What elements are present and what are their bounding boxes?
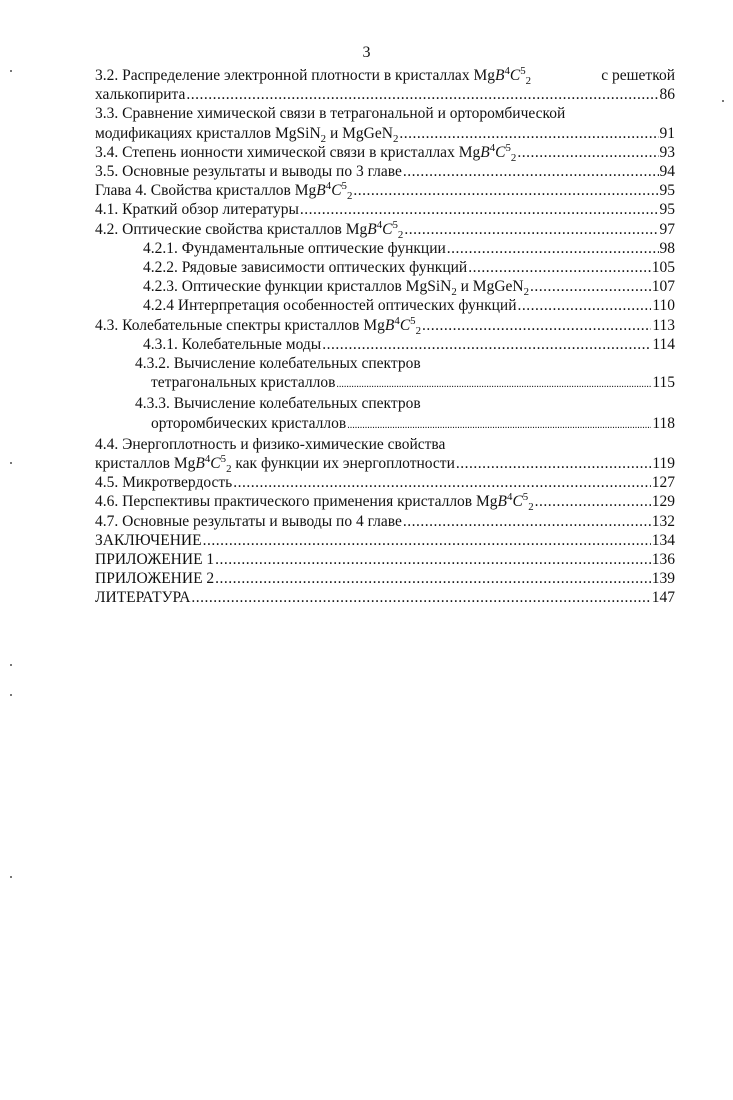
toc-page-number: 119 xyxy=(652,455,675,473)
toc-page-number: 98 xyxy=(659,239,675,257)
toc-page-number: 136 xyxy=(651,551,675,569)
toc-entry-4-3-2: 4.3.2. Вычисление колебательных спектров xyxy=(135,355,421,373)
toc-page-number: 95 xyxy=(659,201,675,219)
dot-leader xyxy=(403,162,659,181)
dot-leader xyxy=(403,512,651,531)
toc-entry-title-end: с решеткой xyxy=(601,67,675,84)
toc-entry-4-2-1: 4.2.1. Фундаментальные оптические функции ..... 98 xyxy=(95,239,675,258)
toc-page-number: 113 xyxy=(652,316,675,334)
toc-page-number: 110 xyxy=(652,297,675,315)
dot-leader xyxy=(300,200,659,219)
toc-page-number: 91 xyxy=(659,124,675,142)
toc-entry-4-2-3: 4.2.3. Оптические функции кристаллов MgSiN$_2$ и MgGeN$_2$ ..... 107 xyxy=(95,277,675,296)
toc-page-number: 86 xyxy=(659,86,675,104)
formula-mgsin2: MgSiN$_2$ xyxy=(405,278,457,299)
toc-appendix-2: ПРИЛОЖЕНИЕ 2 ..... 139 xyxy=(95,569,675,588)
toc-entry-3-2 xyxy=(95,64,675,88)
formula-mgb4c52: $MgB^4C^5_2$ xyxy=(363,314,421,337)
toc-entry-3-5: 3.5. Основные результаты и выводы по 3 главе ..... 94 xyxy=(95,162,675,181)
dot-leader xyxy=(518,296,652,315)
scan-speck xyxy=(10,876,12,878)
dot-leader xyxy=(422,316,651,335)
dot-leader xyxy=(404,220,658,239)
toc-entry-3-2-cont: халькопирита ..... 86 xyxy=(95,85,675,104)
toc-entry-4-2-2: 4.2.2. Рядовые зависимости оптических функций ..... 105 xyxy=(95,258,675,277)
scan-speck xyxy=(10,70,12,72)
dot-leader xyxy=(447,239,659,258)
scan-speck xyxy=(10,694,12,696)
formula-mgb4c52: $MgB^4C^5_2$ xyxy=(476,491,534,514)
dot-leader xyxy=(456,454,651,473)
table-of-contents xyxy=(95,66,675,608)
page-number: 3 xyxy=(362,44,371,61)
toc-entry-4-6: 4.6. Перспективы практического применения кристаллов $MgB^4C^5_2$ ..... 129 xyxy=(95,492,675,511)
dot-leader xyxy=(535,492,651,511)
dot-leader xyxy=(186,85,658,104)
toc-entry-4-4-cont: кристаллов $MgB^4C^5_2$ как функции их энергоплотности ..... 119 xyxy=(95,454,675,473)
toc-entry-4-3-3: 4.3.3. Вычисление колебательных спектров xyxy=(135,395,421,413)
toc-page-number: 94 xyxy=(659,163,675,181)
formula-mgb4c52: $MgB^4C^5_2$ xyxy=(345,218,404,241)
dot-leader xyxy=(530,277,651,296)
dot-leader xyxy=(233,473,651,492)
dot-leader xyxy=(215,569,651,588)
dot-leader xyxy=(203,531,651,550)
dot-leader xyxy=(322,335,651,354)
dot-leader xyxy=(353,181,658,200)
toc-entry-4-5: 4.5. Микротвердость ..... 127 xyxy=(95,473,675,492)
toc-entry-4-3-3-cont: орторомбических кристаллов ..... 118 xyxy=(95,414,675,435)
toc-appendix-1: ПРИЛОЖЕНИЕ 1 ..... 136 xyxy=(95,550,675,569)
toc-entry-title: 3.2. Распределение электронной плотности в кристаллах $MgB^4C^5_2$ xyxy=(95,64,532,88)
toc-page-number: 97 xyxy=(659,220,675,238)
toc-page-number: 139 xyxy=(651,570,675,588)
toc-literature: ЛИТЕРАТУРА ..... 147 xyxy=(95,588,675,607)
toc-page-number: 107 xyxy=(651,278,675,296)
toc-page-number: 147 xyxy=(651,589,675,607)
toc-entry-4-2-4: 4.2.4 Интерпретация особенностей оптических функций ..... 110 xyxy=(95,296,675,315)
toc-page-number: 118 xyxy=(652,414,675,432)
scan-speck xyxy=(722,100,724,102)
toc-entry-4-7: 4.7. Основные результаты и выводы по 4 главе ..... 132 xyxy=(95,512,675,531)
formula-mgb4c52: $MgB^4C^5_2$ xyxy=(294,180,353,203)
formula-mggen2: MgGeN$_2$ xyxy=(472,278,530,299)
formula-mgsin2: MgSiN$_2$ xyxy=(275,124,327,145)
toc-entry-4-3: 4.3. Колебательные спектры кристаллов $MgB^4C^5_2$ ..... 113 xyxy=(95,316,675,335)
toc-entry-4-2: 4.2. Оптические свойства кристаллов $MgB^4C^5_2$ ..... 97 xyxy=(95,220,675,239)
toc-entry-4-4: 4.4. Энергоплотность и физико-химические свойства xyxy=(95,435,446,453)
toc-page-number: 114 xyxy=(652,335,675,353)
dot-leader xyxy=(468,258,651,277)
toc-entry-3-3: 3.3. Сравнение химической связи в тетрагональной и орторомбической xyxy=(95,105,566,123)
dot-leader xyxy=(347,416,651,435)
toc-page-number: 93 xyxy=(659,143,675,161)
toc-page-number: 132 xyxy=(651,512,675,530)
toc-entry-3-3-cont: модификациях кристаллов MgSiN$_2$ и MgGeN$_2$ ..... 91 xyxy=(95,124,675,143)
dot-leader xyxy=(336,375,651,394)
toc-page-number: 95 xyxy=(659,182,675,200)
dot-leader xyxy=(399,124,658,143)
formula-mggen2: MgGeN$_2$ xyxy=(342,124,399,145)
toc-page-number: 129 xyxy=(651,493,675,511)
dot-leader xyxy=(191,588,650,607)
toc-entry-4-3-2-cont: тетрагональных кристаллов ..... 115 xyxy=(95,373,675,394)
toc-entry-4-3-1: 4.3.1. Колебательные моды ..... 114 xyxy=(95,335,675,354)
scan-speck xyxy=(10,462,12,464)
toc-entry-4-1: 4.1. Краткий обзор литературы ..... 95 xyxy=(95,200,675,219)
toc-page-number: 127 xyxy=(651,474,675,492)
dot-leader xyxy=(215,550,651,569)
toc-chapter-4: Глава 4. Свойства кристаллов $MgB^4C^5_2$ ..... 95 xyxy=(95,181,675,200)
toc-page-number: 134 xyxy=(651,531,675,549)
scan-speck xyxy=(10,664,12,666)
toc-page-number: 105 xyxy=(651,259,675,277)
toc-page-number: 115 xyxy=(652,374,675,392)
dot-leader xyxy=(517,143,658,162)
formula-mgb4c52: $MgB^4C^5_2$ xyxy=(458,141,517,164)
formula-mgb4c52: $MgB^4C^5_2$ xyxy=(173,452,232,476)
toc-conclusion: ЗАКЛЮЧЕНИЕ ..... 134 xyxy=(95,531,675,550)
toc-entry-3-4: 3.4. Степень ионности химической связи в кристаллах $MgB^4C^5_2$ ..... 93 xyxy=(95,143,675,162)
formula-mgb4c52: $MgB^4C^5_2$ xyxy=(473,64,532,88)
